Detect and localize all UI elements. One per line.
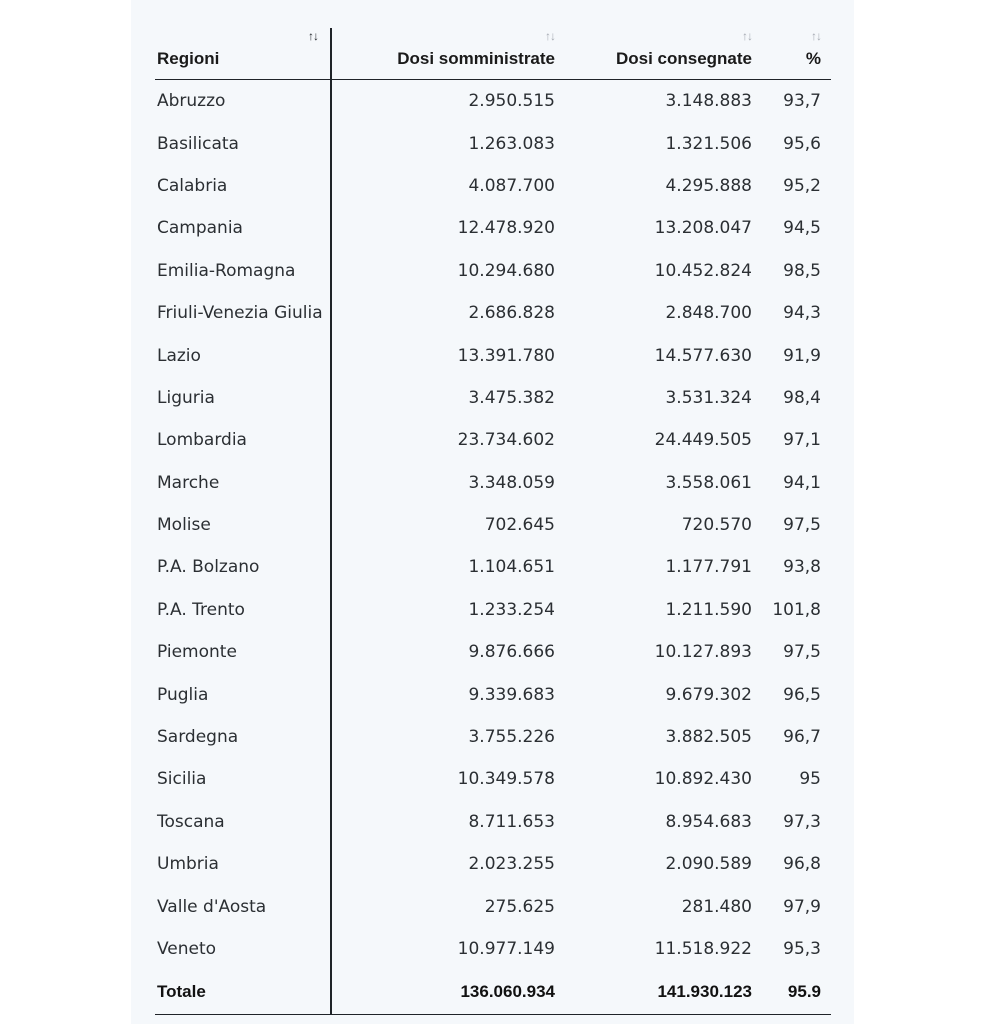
percent-cell: 95,3	[783, 939, 821, 959]
total-administered-cell: 136.060.934	[331, 970, 555, 1015]
region-cell: Piemonte	[155, 631, 331, 673]
percent-cell: 97,5	[783, 642, 821, 663]
delivered-cell: 281.480	[681, 896, 752, 917]
region-cell: Friuli-Venezia Giulia	[155, 292, 331, 334]
delivered-cell: 4.295.888	[665, 175, 752, 196]
administered-cell: 4.087.700	[468, 175, 555, 196]
delivered-cell: 10.892.430	[654, 769, 752, 790]
header-row	[155, 28, 831, 80]
delivered-cell: 3.531.324	[665, 387, 752, 408]
total-row	[155, 970, 831, 1015]
column-header-dosi-somministrate[interactable]	[331, 28, 555, 80]
vaccine-doses-table	[155, 28, 831, 1015]
delivered-cell: 1.177.791	[665, 557, 752, 578]
region-cell: Valle d'Aosta	[155, 885, 331, 927]
table-row	[155, 885, 831, 927]
percent-cell: 97,1	[783, 430, 821, 451]
column-header-label: Dosi consegnate	[615, 49, 752, 68]
percent-cell: 94,1	[783, 472, 821, 493]
delivered-cell: 13.208.047	[654, 218, 752, 239]
administered-cell: 8.711.653	[468, 811, 555, 832]
sort-arrows-icon[interactable]: ↑↓	[308, 29, 318, 43]
region-cell: Abruzzo	[155, 80, 331, 123]
column-header-regioni[interactable]	[155, 28, 331, 80]
region-cell: Emilia-Romagna	[155, 250, 331, 292]
percent-cell: 96,5	[783, 684, 821, 705]
administered-cell: 9.876.666	[468, 642, 555, 663]
region-cell: Marche	[155, 462, 331, 504]
table-row	[155, 758, 831, 800]
delivered-cell: 10.127.893	[654, 642, 752, 663]
percent-cell: 93,8	[783, 557, 821, 578]
table-row	[155, 334, 831, 376]
table-row	[155, 716, 831, 758]
region-cell: Liguria	[155, 377, 331, 419]
administered-cell: 10.294.680	[457, 260, 555, 281]
delivered-cell: 24.449.505	[654, 430, 752, 451]
table-row	[155, 843, 831, 885]
region-cell: Sicilia	[155, 758, 331, 800]
percent-cell: 94,5	[783, 218, 821, 239]
region-cell: Lombardia	[155, 419, 331, 461]
region-cell: Molise	[155, 504, 331, 546]
percent-cell: 97,5	[783, 515, 821, 536]
table-row	[155, 165, 831, 207]
total-region-cell: Totale	[155, 970, 331, 1015]
percent-cell: 97,3	[783, 811, 821, 832]
percent-cell: 95,2	[783, 175, 821, 196]
delivered-cell: 3.882.505	[665, 727, 752, 748]
region-cell: P.A. Bolzano	[155, 546, 331, 588]
administered-cell: 1.233.254	[468, 599, 555, 620]
percent-cell: 91,9	[783, 345, 821, 366]
delivered-cell: 14.577.630	[654, 345, 752, 366]
table-row	[155, 928, 831, 970]
administered-cell: 10.349.578	[457, 769, 555, 790]
sort-arrows-icon[interactable]: ↑↓	[545, 29, 555, 43]
table-panel	[131, 0, 854, 1024]
table-row	[155, 504, 831, 546]
region-cell: Basilicata	[155, 122, 331, 164]
table-row	[155, 80, 831, 123]
column-header-label: Regioni	[157, 49, 220, 68]
table-row	[155, 377, 831, 419]
administered-cell: 3.475.382	[468, 387, 555, 408]
table-row	[155, 801, 831, 843]
sort-arrows-icon[interactable]: ↑↓	[742, 29, 752, 43]
administered-cell: 1.263.083	[468, 133, 555, 154]
administered-cell: 2.023.255	[468, 854, 555, 875]
administered-cell: 702.645	[484, 515, 555, 536]
table-row	[155, 673, 831, 715]
administered-cell: 2.686.828	[468, 303, 555, 324]
delivered-cell: 1.211.590	[665, 599, 752, 620]
region-cell: Campania	[155, 207, 331, 249]
total-delivered-cell: 141.930.123	[555, 970, 752, 1015]
delivered-cell: 11.518.922	[654, 939, 752, 959]
percent-cell: 93,7	[783, 91, 821, 112]
administered-cell: 9.339.683	[468, 684, 555, 705]
table-row	[155, 419, 831, 461]
delivered-cell: 8.954.683	[665, 811, 752, 832]
table-row	[155, 589, 831, 631]
table-row	[155, 122, 831, 164]
delivered-cell: 3.558.061	[665, 472, 752, 493]
region-cell: Sardegna	[155, 716, 331, 758]
administered-cell: 10.977.149	[457, 939, 555, 959]
administered-cell: 275.625	[484, 896, 555, 917]
table-row	[155, 292, 831, 334]
administered-cell: 3.348.059	[468, 472, 555, 493]
percent-cell: 95,6	[783, 133, 821, 154]
administered-cell: 1.104.651	[468, 557, 555, 578]
region-cell: Umbria	[155, 843, 331, 885]
sort-arrows-icon[interactable]: ↑↓	[811, 29, 821, 43]
percent-cell: 94,3	[783, 303, 821, 324]
region-cell: Toscana	[155, 801, 331, 843]
percent-cell: 96,7	[783, 727, 821, 748]
administered-cell: 12.478.920	[457, 218, 555, 239]
table-row	[155, 250, 831, 292]
table-row	[155, 546, 831, 588]
table-row	[155, 207, 831, 249]
region-cell: Lazio	[155, 334, 331, 376]
percent-cell: 96,8	[783, 854, 821, 875]
region-cell: Calabria	[155, 165, 331, 207]
delivered-cell: 1.321.506	[665, 133, 752, 154]
administered-cell: 3.755.226	[468, 727, 555, 748]
region-cell: Veneto	[155, 928, 331, 970]
percent-cell: 98,5	[783, 260, 821, 281]
administered-cell: 13.391.780	[457, 345, 555, 366]
administered-cell: 23.734.602	[457, 430, 555, 451]
delivered-cell: 9.679.302	[665, 684, 752, 705]
delivered-cell: 2.090.589	[665, 854, 752, 875]
column-header-label: %	[805, 49, 821, 68]
delivered-cell: 3.148.883	[665, 91, 752, 112]
total-percent-cell: 95.9	[752, 970, 831, 1015]
delivered-cell: 720.570	[681, 515, 752, 536]
percent-cell: 101,8	[772, 599, 821, 620]
table-row	[155, 631, 831, 673]
percent-cell: 98,4	[783, 387, 821, 408]
column-header-percent[interactable]	[752, 28, 831, 80]
region-cell: P.A. Trento	[155, 589, 331, 631]
column-header-label: Dosi somministrate	[397, 49, 555, 68]
table-body	[155, 80, 831, 1015]
percent-cell: 95	[799, 769, 821, 790]
column-header-dosi-consegnate[interactable]	[555, 28, 752, 80]
delivered-cell: 10.452.824	[654, 260, 752, 281]
delivered-cell: 2.848.700	[665, 303, 752, 324]
region-cell: Puglia	[155, 673, 331, 715]
percent-cell: 97,9	[783, 896, 821, 917]
administered-cell: 2.950.515	[468, 91, 555, 112]
table-row	[155, 462, 831, 504]
